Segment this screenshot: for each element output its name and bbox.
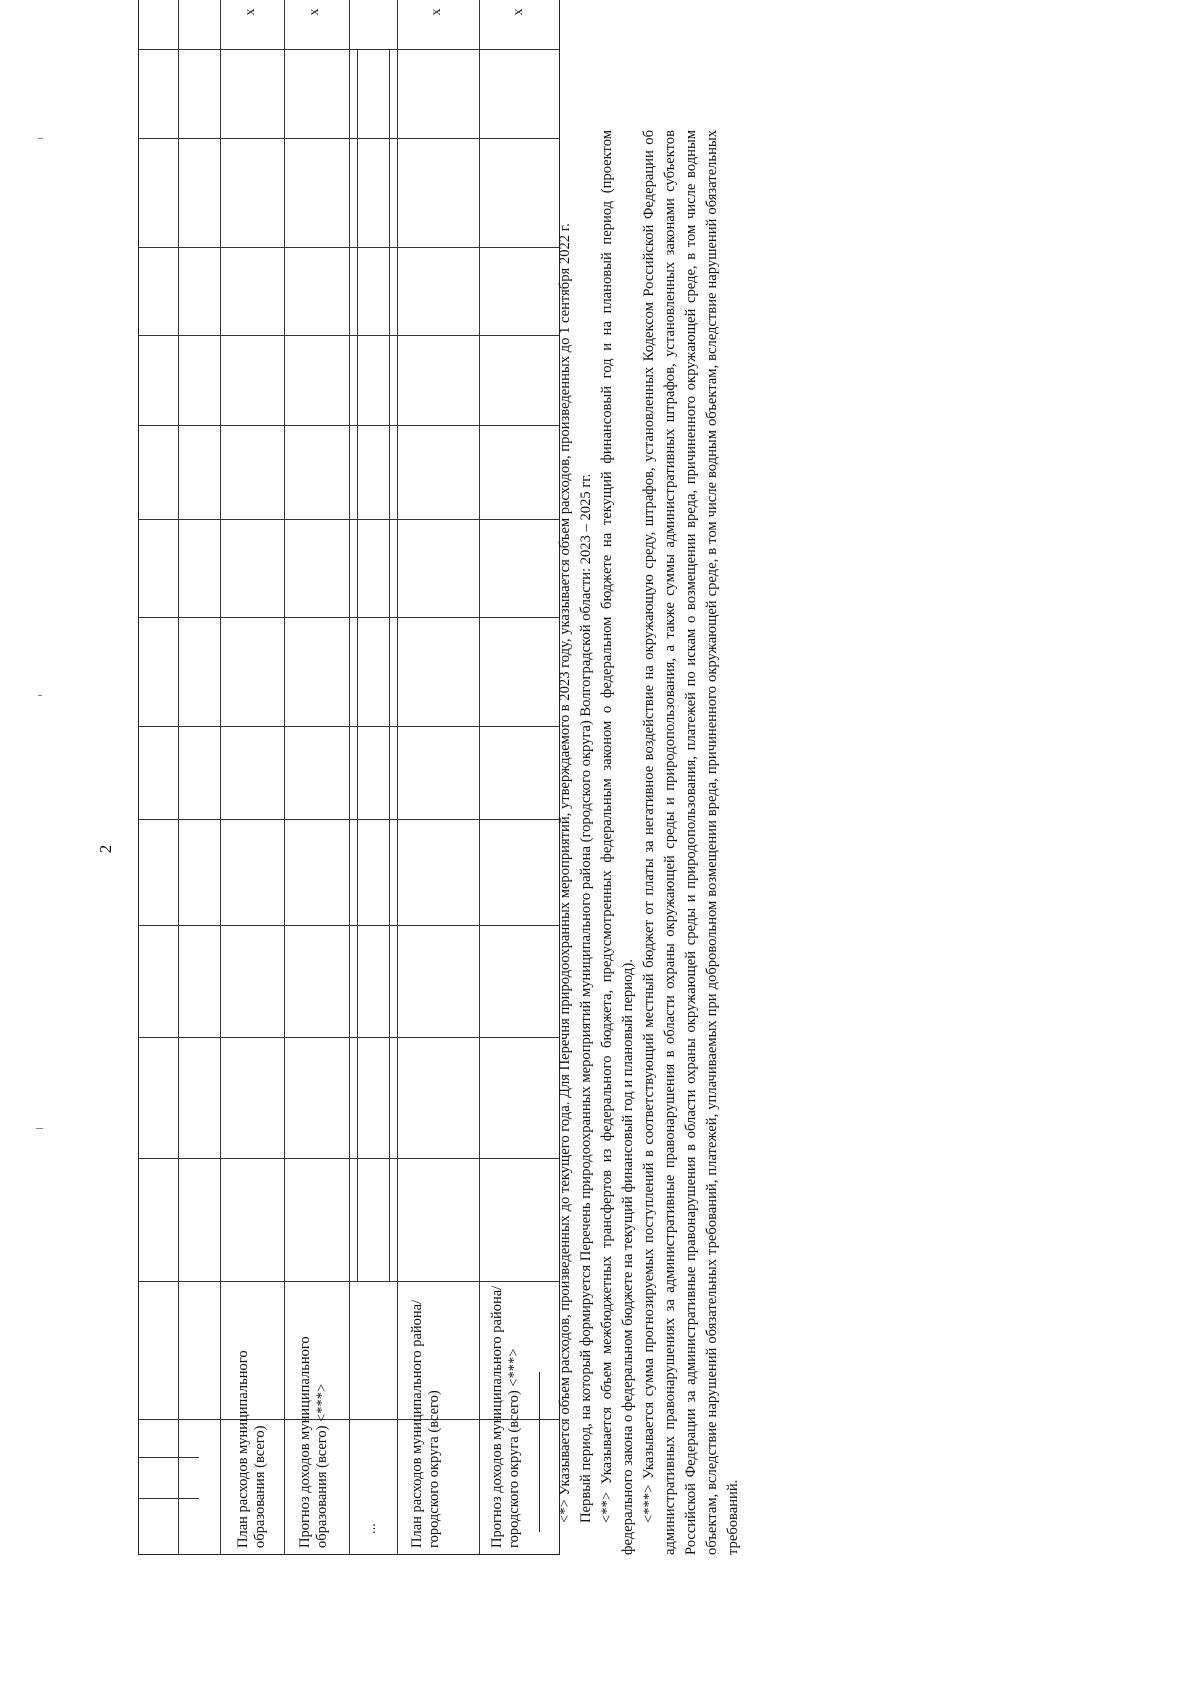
table-cell-mark: x: [511, 8, 526, 16]
data-table: [138, 0, 560, 1555]
partial-row-line: [389, 50, 390, 1282]
footnotes-block: [555, 130, 744, 1555]
table-row-label: План расходов муниципального района/городского округа (всего): [409, 1299, 442, 1548]
footnote: <***> Указывается сумма прогнозируемых поступлений в соответствующий местный бюджет от платы за негативное воздействие на окружающую среду, штрафов, установленных Кодексом Российской Федерации об административных правонарушениях за административные правонарушения в области охраны окружающей среды и природопользования, а также суммы административных штрафов, установленных законами субъектов Российской Федерации за административные правонарушения в области охраны окружающей среды и природопользования, платежей по искам о возмещении вреда, причиненного окружающей среде, в том числе водным объектам, вследствие нарушений обязательных требований, платежей, уплачиваемых при добровольном возмещении вреда, причиненного окружающей среде, в том числе водным объектам, вследствие нарушений обязательных требований.: [641, 130, 741, 1555]
footnote-separator: [539, 1372, 540, 1532]
table-row-line: [220, 0, 221, 1554]
table-cell-mark: x: [307, 8, 322, 16]
table-row-label: Прогноз доходов муниципального района/городского округа (всего) <***>: [489, 1285, 522, 1548]
footnote: <*> Указывается объем расходов, произведенных до текущего года. Для Перечня природоохранных мероприятий, утверждаемого в 2023 году, указывается объем расходов, произведенных до 1 сентября 2022 г.: [557, 223, 573, 1523]
header-subdivision-line: [139, 1498, 199, 1499]
page-number: 2: [96, 844, 115, 854]
table-cell-mark: x: [243, 8, 258, 16]
table-row-line: [178, 0, 179, 1554]
table-cell-mark: x: [429, 8, 444, 16]
table-row-label: Прогноз доходов муниципального образования (всего) <***>: [297, 1336, 330, 1548]
table-row-label: План расходов муниципального образования (всего): [235, 1350, 268, 1548]
footnote: Первый период, на который формируется Перечень природоохранных мероприятий муниципального района (городского округа) Волгоградской области: 2023 – 2025 гг.: [578, 473, 594, 1523]
scan-speck: [38, 138, 43, 139]
table-row-line: [479, 0, 480, 1554]
table-row-label: ...: [363, 1523, 379, 1534]
table-row-line: [349, 0, 350, 1554]
partial-row-line: [357, 50, 358, 1282]
table-row-line: [397, 0, 398, 1554]
table-row-line: [284, 0, 285, 1554]
scan-speck: [38, 695, 42, 696]
scan-speck: [36, 1128, 43, 1129]
footnote: <**> Указывается объем межбюджетных трансфертов из федерального бюджета, предусмотренных федеральным законом о федеральном бюджете на текущий финансовый год и на плановый период (проектом федерального закона о федеральном бюджете на текущий финансовый год и плановый период).: [599, 130, 636, 1555]
header-subdivision-line: [139, 1457, 199, 1458]
